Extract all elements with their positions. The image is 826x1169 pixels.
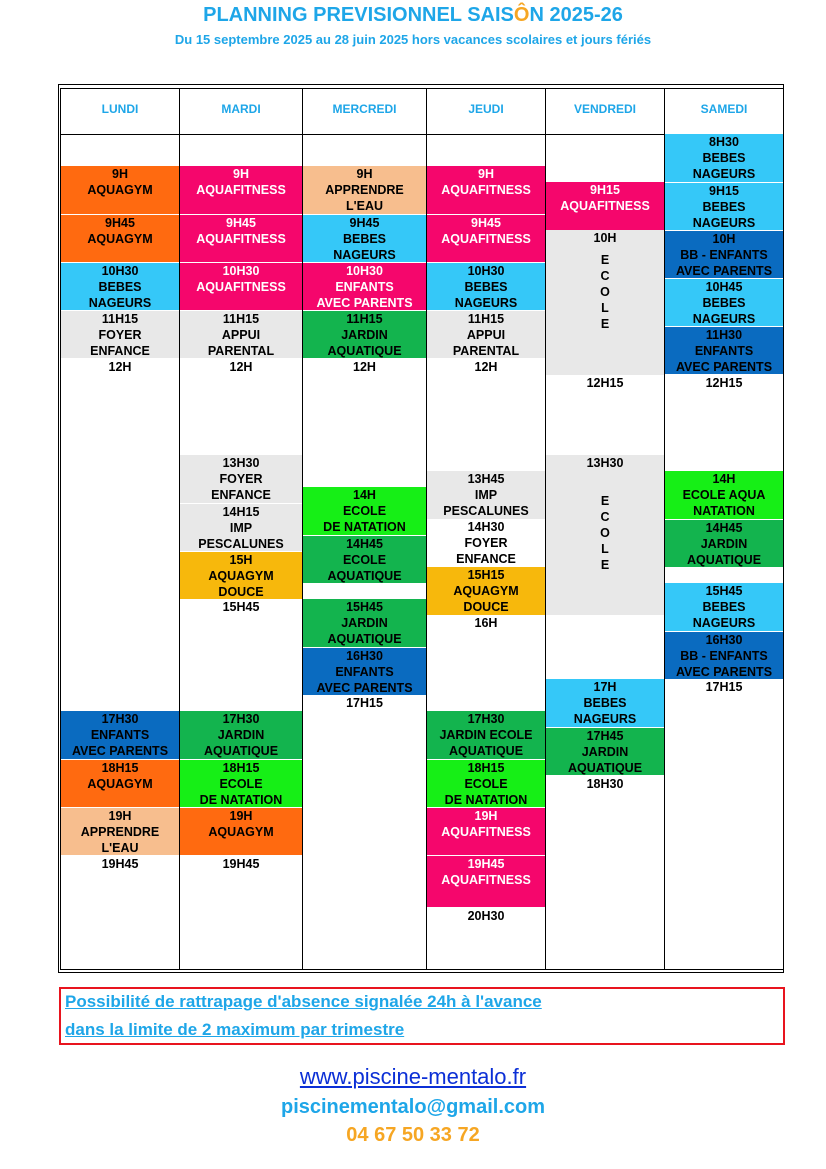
activity-block: 9H45 BEBES NAGEURS: [303, 214, 426, 262]
activity-block: 14H45 ECOLE AQUATIQUE: [303, 535, 426, 583]
end-time-label: 12H15: [586, 376, 624, 390]
activity-block: 9H AQUAFITNESS: [427, 166, 545, 214]
activity-block: 17H30 JARDIN ECOLE AQUATIQUE: [427, 711, 545, 759]
end-time-label: 12H15: [705, 376, 743, 390]
activity-block: 15H15 AQUAGYM DOUCE: [427, 567, 545, 615]
day-header-mardi: MARDI: [221, 102, 261, 116]
activity-block: 18H15 ECOLE DE NATATION: [180, 759, 302, 807]
end-time-label: 18H30: [586, 777, 624, 791]
day-header-jeudi: JEUDI: [468, 102, 504, 116]
activity-block: 14H15 IMP PESCALUNES: [180, 503, 302, 551]
activity-block: 9H45 AQUAFITNESS: [427, 214, 545, 262]
activity-block: 15H AQUAGYM DOUCE: [180, 551, 302, 599]
activity-block: 9H APPRENDRE L'EAU: [303, 166, 426, 214]
activity-block: 11H15 APPUI PARENTAL: [427, 310, 545, 358]
activity-block: 15H45 JARDIN AQUATIQUE: [303, 599, 426, 647]
school-block: 10H E C O L E: [546, 230, 664, 375]
end-time-label: 19H45: [101, 857, 139, 871]
activity-block: 14H ECOLE AQUA NATATION: [665, 471, 783, 519]
activity-block: 19H45 AQUAFITNESS: [427, 855, 545, 907]
activity-block: 14H ECOLE DE NATATION: [303, 487, 426, 535]
end-time-label: 16H: [474, 616, 498, 630]
activity-block: 9H15 BEBES NAGEURS: [665, 182, 783, 230]
page-subtitle: Du 15 septembre 2025 au 28 juin 2025 hors vacances scolaires et jours fériés: [174, 32, 652, 47]
activity-block: 18H15 AQUAGYM: [61, 759, 179, 807]
notice-line-2: dans la limite de 2 maximum par trimestre: [65, 1020, 405, 1039]
end-time-label: 19H45: [222, 857, 260, 871]
day-header-mercredi: MERCREDI: [332, 102, 397, 116]
end-time-label: 12H: [229, 360, 253, 374]
end-time-label: 20H30: [467, 909, 505, 923]
activity-block: 11H15 APPUI PARENTAL: [180, 310, 302, 358]
activity-block: 11H15 FOYER ENFANCE: [61, 310, 179, 358]
end-time-label: 12H: [108, 360, 132, 374]
school-block: 13H30 E C O L E: [546, 455, 664, 615]
activity-block: 18H15 ECOLE DE NATATION: [427, 759, 545, 807]
day-header-samedi: SAMEDI: [700, 102, 748, 116]
email-address: piscinementalo@gmail.com: [280, 1096, 545, 1118]
activity-block: 13H30 FOYER ENFANCE: [180, 455, 302, 503]
activity-block: 9H45 AQUAGYM: [61, 214, 179, 262]
activity-block: 17H30 JARDIN AQUATIQUE: [180, 711, 302, 759]
day-header-lundi: LUNDI: [101, 102, 139, 116]
activity-block: 19H APPRENDRE L'EAU: [61, 807, 179, 855]
activity-block: 17H30 ENFANTS AVEC PARENTS: [61, 711, 179, 759]
makeup-notice: [59, 987, 785, 1045]
activity-block: 9H AQUAFITNESS: [180, 166, 302, 214]
activity-block: 14H30 FOYER ENFANCE: [427, 519, 545, 567]
activity-block: 16H30 BB - ENFANTS AVEC PARENTS: [665, 631, 783, 679]
activity-block: 19H AQUAGYM: [180, 807, 302, 855]
activity-block: 9H45 AQUAFITNESS: [180, 214, 302, 262]
end-time-label: 12H: [353, 360, 376, 374]
end-time-label: 12H: [474, 360, 498, 374]
activity-block: 10H30 BEBES NAGEURS: [61, 262, 179, 310]
website-link[interactable]: www.piscine-mentalo.fr: [299, 1064, 527, 1089]
activity-block: 17H BEBES NAGEURS: [546, 679, 664, 727]
end-time-label: 15H45: [222, 600, 260, 614]
page-title: PLANNING PREVISIONNEL SAISÔN 2025-26: [203, 4, 623, 26]
activity-block: 9H15 AQUAFITNESS: [546, 182, 664, 230]
activity-block: 11H15 JARDIN AQUATIQUE: [303, 310, 426, 358]
day-header-vendredi: VENDREDI: [573, 102, 636, 116]
end-time-label: 17H15: [346, 696, 383, 710]
end-time-label: 17H15: [705, 680, 743, 694]
activity-block: 9H AQUAGYM: [61, 166, 179, 214]
activity-block: 11H30 ENFANTS AVEC PARENTS: [665, 326, 783, 374]
notice-line-1: Possibilité de rattrapage d'absence signalée 24h à l'avance: [65, 992, 542, 1011]
activity-block: 15H45 BEBES NAGEURS: [665, 583, 783, 631]
activity-block: 10H30 AQUAFITNESS: [180, 262, 302, 310]
activity-block: 10H30 ENFANTS AVEC PARENTS: [303, 262, 426, 310]
activity-block: 10H45 BEBES NAGEURS: [665, 278, 783, 326]
activity-block: 17H45 JARDIN AQUATIQUE: [546, 727, 664, 775]
activity-block: 10H BB - ENFANTS AVEC PARENTS: [665, 230, 783, 278]
activity-block: 14H45 JARDIN AQUATIQUE: [665, 519, 783, 567]
activity-block: 10H30 BEBES NAGEURS: [427, 262, 545, 310]
activity-block: 19H AQUAFITNESS: [427, 807, 545, 855]
activity-block: 13H45 IMP PESCALUNES: [427, 471, 545, 519]
activity-block: 8H30 BEBES NAGEURS: [665, 134, 783, 182]
activity-block: 16H30 ENFANTS AVEC PARENTS: [303, 647, 426, 695]
phone-number: 04 67 50 33 72: [346, 1124, 480, 1146]
